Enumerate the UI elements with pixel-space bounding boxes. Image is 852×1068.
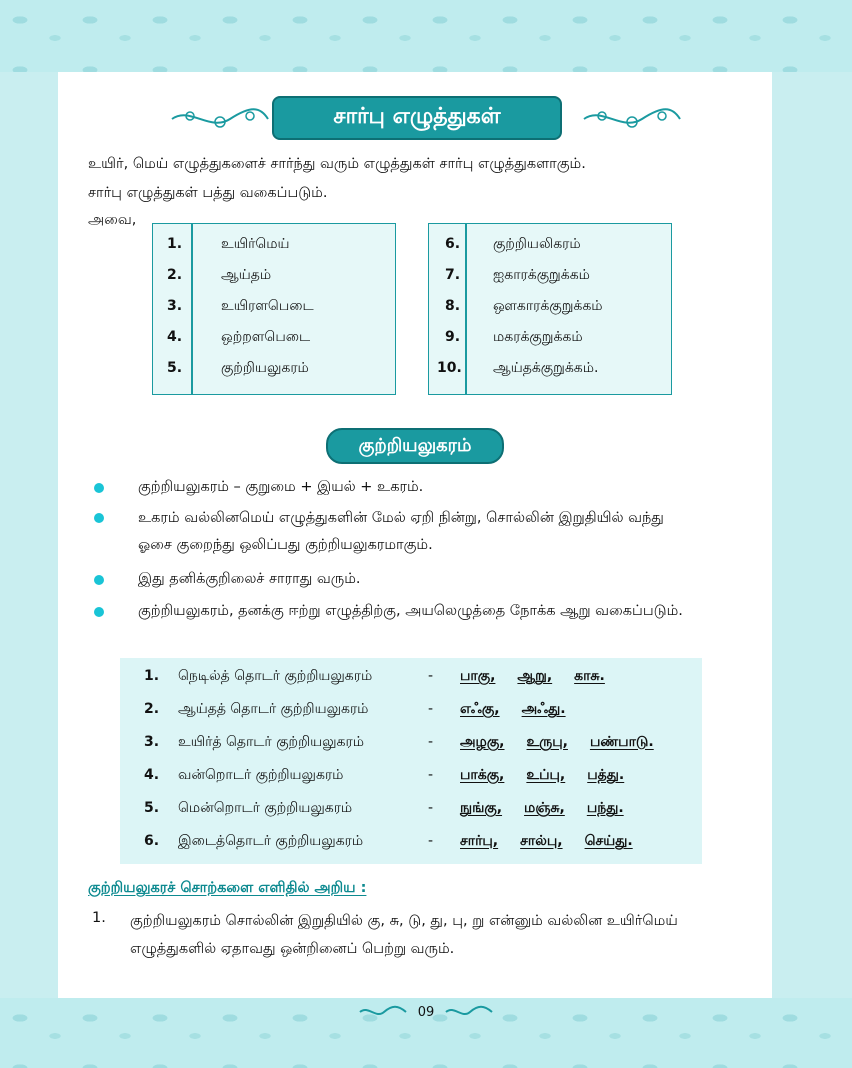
right-flourish-icon bbox=[582, 106, 682, 132]
list-item-number: 2. bbox=[167, 267, 183, 283]
table-row bbox=[120, 833, 702, 857]
list-item-text: ஆய்தக்குறுக்கம். bbox=[493, 360, 599, 376]
example-word: சார்பு, bbox=[460, 833, 499, 849]
type-dash: - bbox=[428, 734, 434, 750]
list-item-text: மகரக்குறுக்கம் bbox=[493, 329, 583, 345]
rule-number: 1. bbox=[92, 910, 106, 926]
list-item-number: 9. bbox=[445, 329, 461, 345]
type-dash: - bbox=[428, 701, 434, 717]
list-item-number: 5. bbox=[167, 360, 183, 376]
example-word: உப்பு, bbox=[526, 767, 566, 783]
type-number: 3. bbox=[144, 734, 160, 750]
left-flourish-icon bbox=[170, 106, 270, 132]
bullet-dot-icon bbox=[94, 575, 104, 585]
list-item-text: ஔகாரக்குறுக்கம் bbox=[493, 298, 603, 314]
type-number: 6. bbox=[144, 833, 160, 849]
type-dash: - bbox=[428, 668, 434, 684]
example-word: அழகு, bbox=[460, 734, 505, 750]
example-word: செய்து. bbox=[584, 833, 633, 849]
type-examples bbox=[460, 701, 588, 719]
decorative-top-band bbox=[0, 0, 852, 72]
bullet-dot-icon bbox=[94, 483, 104, 493]
type-examples bbox=[460, 668, 627, 686]
type-label: மென்றொடர் குற்றியலுகரம் bbox=[178, 800, 353, 816]
bullet-text: இது தனிக்குறிலைச் சாராது வரும். bbox=[138, 571, 361, 587]
list-item bbox=[429, 329, 671, 353]
list-item-number: 6. bbox=[445, 236, 461, 252]
list-item bbox=[153, 267, 395, 291]
table-row bbox=[120, 800, 702, 824]
example-word: ஆறு, bbox=[517, 668, 553, 684]
list-item-text: குற்றியலுகரம் bbox=[221, 360, 309, 376]
page-title: சார்பு எழுத்துகள் bbox=[272, 96, 562, 140]
list-item-text: ஆய்தம் bbox=[221, 267, 272, 283]
example-word: உருபு, bbox=[526, 734, 568, 750]
types-list-right bbox=[428, 223, 672, 395]
section-subtitle: குற்றியலுகரம் bbox=[326, 428, 504, 464]
example-word: அஃது. bbox=[521, 701, 566, 717]
example-word: பந்து. bbox=[586, 800, 624, 816]
list-item bbox=[153, 360, 395, 384]
type-label: ஆய்தத் தொடர் குற்றியலுகரம் bbox=[178, 701, 369, 717]
type-label: நெடில்த் தொடர் குற்றியலுகரம் bbox=[178, 668, 373, 684]
table-row bbox=[120, 734, 702, 758]
list-item bbox=[429, 267, 671, 291]
list-item-text: உயிர்மெய் bbox=[221, 236, 290, 252]
type-label: இடைத்தொடர் குற்றியலுகரம் bbox=[178, 833, 364, 849]
example-word: நுங்கு, bbox=[460, 800, 503, 816]
example-word: பண்பாடு. bbox=[589, 734, 654, 750]
bullet-dot-icon bbox=[94, 607, 104, 617]
list-item-number: 10. bbox=[437, 360, 462, 376]
intro-line-2: சார்பு எழுத்துகள் பத்து வகைப்படும். bbox=[88, 185, 328, 201]
list-item bbox=[153, 298, 395, 322]
title-banner bbox=[170, 96, 682, 140]
intro-line-3: அவை, bbox=[88, 212, 137, 228]
type-number: 2. bbox=[144, 701, 160, 717]
bullet-dot-icon bbox=[94, 513, 104, 523]
type-examples bbox=[460, 800, 646, 818]
list-item-text: ஒற்றளபெடை bbox=[221, 329, 311, 345]
list-item-text: உயிரளபெடை bbox=[221, 298, 314, 314]
list-item bbox=[153, 236, 395, 260]
type-examples bbox=[460, 833, 655, 851]
type-dash: - bbox=[428, 767, 434, 783]
type-examples bbox=[460, 767, 646, 785]
list-item-number: 4. bbox=[167, 329, 183, 345]
list-item bbox=[429, 236, 671, 260]
table-row bbox=[120, 668, 702, 692]
page-footer bbox=[336, 1000, 516, 1024]
page-number: 09 bbox=[417, 1004, 435, 1020]
types-list-left bbox=[152, 223, 396, 395]
example-word: மஞ்சு, bbox=[524, 800, 565, 816]
type-number: 4. bbox=[144, 767, 160, 783]
example-word: எஃகு, bbox=[460, 701, 500, 717]
intro-line-1: உயிர், மெய் எழுத்துகளைச் சார்ந்து வரும் எழுத்துகள் சார்பு எழுத்துகளாகும். bbox=[88, 156, 586, 172]
list-item-text: ஐகாரக்குறுக்கம் bbox=[493, 267, 590, 283]
type-dash: - bbox=[428, 833, 434, 849]
table-row bbox=[120, 767, 702, 791]
kurriyalukaram-types-table bbox=[120, 658, 702, 864]
type-examples bbox=[460, 734, 676, 752]
type-label: வன்றொடர் குற்றியலுகரம் bbox=[178, 767, 344, 783]
example-word: சால்பு, bbox=[520, 833, 563, 849]
rule-text: குற்றியலுகரம் சொல்லின் இறுதியில் கு, சு, டு, து, பு, று என்னும் வல்லின உயிர்மெய் எழுத்துகளில் ஏதாவது ஒன்றினைப் பெற்று வரும். bbox=[130, 913, 678, 957]
list-item-number: 7. bbox=[445, 267, 461, 283]
type-number: 5. bbox=[144, 800, 160, 816]
example-word: பாகு, bbox=[460, 668, 496, 684]
bullet-text: உகரம் வல்லினமெய் எழுத்துகளின் மேல் ஏறி நின்று, சொல்லின் இறுதியில் வந்து ஓசை குறைந்து ஒலிப்பது குற்றியலுகரமாகும். bbox=[138, 510, 664, 553]
section-heading: குற்றியலுகரச் சொற்களை எளிதில் அறிய : bbox=[88, 880, 367, 896]
footer-ornament-icon bbox=[444, 1005, 494, 1019]
table-row bbox=[120, 701, 702, 725]
bullet-text: குற்றியலுகரம், தனக்கு ஈற்று எழுத்திற்கு, அயலெழுத்தை நோக்க ஆறு வகைப்படும். bbox=[138, 603, 683, 619]
bullet-text: குற்றியலுகரம் – குறுமை + இயல் + உகரம். bbox=[138, 479, 424, 495]
type-label: உயிர்த் தொடர் குற்றியலுகரம் bbox=[178, 734, 365, 750]
list-item-number: 8. bbox=[445, 298, 461, 314]
type-dash: - bbox=[428, 800, 434, 816]
list-item-number: 3. bbox=[167, 298, 183, 314]
list-item-text: குற்றியலிகரம் bbox=[493, 236, 581, 252]
list-item bbox=[429, 298, 671, 322]
list-item bbox=[429, 360, 671, 384]
example-word: பாக்கு, bbox=[460, 767, 505, 783]
type-number: 1. bbox=[144, 668, 160, 684]
example-word: காசு. bbox=[574, 668, 605, 684]
list-item-number: 1. bbox=[167, 236, 183, 252]
example-word: பத்து. bbox=[587, 767, 625, 783]
footer-ornament-icon bbox=[358, 1005, 408, 1019]
list-item bbox=[153, 329, 395, 353]
